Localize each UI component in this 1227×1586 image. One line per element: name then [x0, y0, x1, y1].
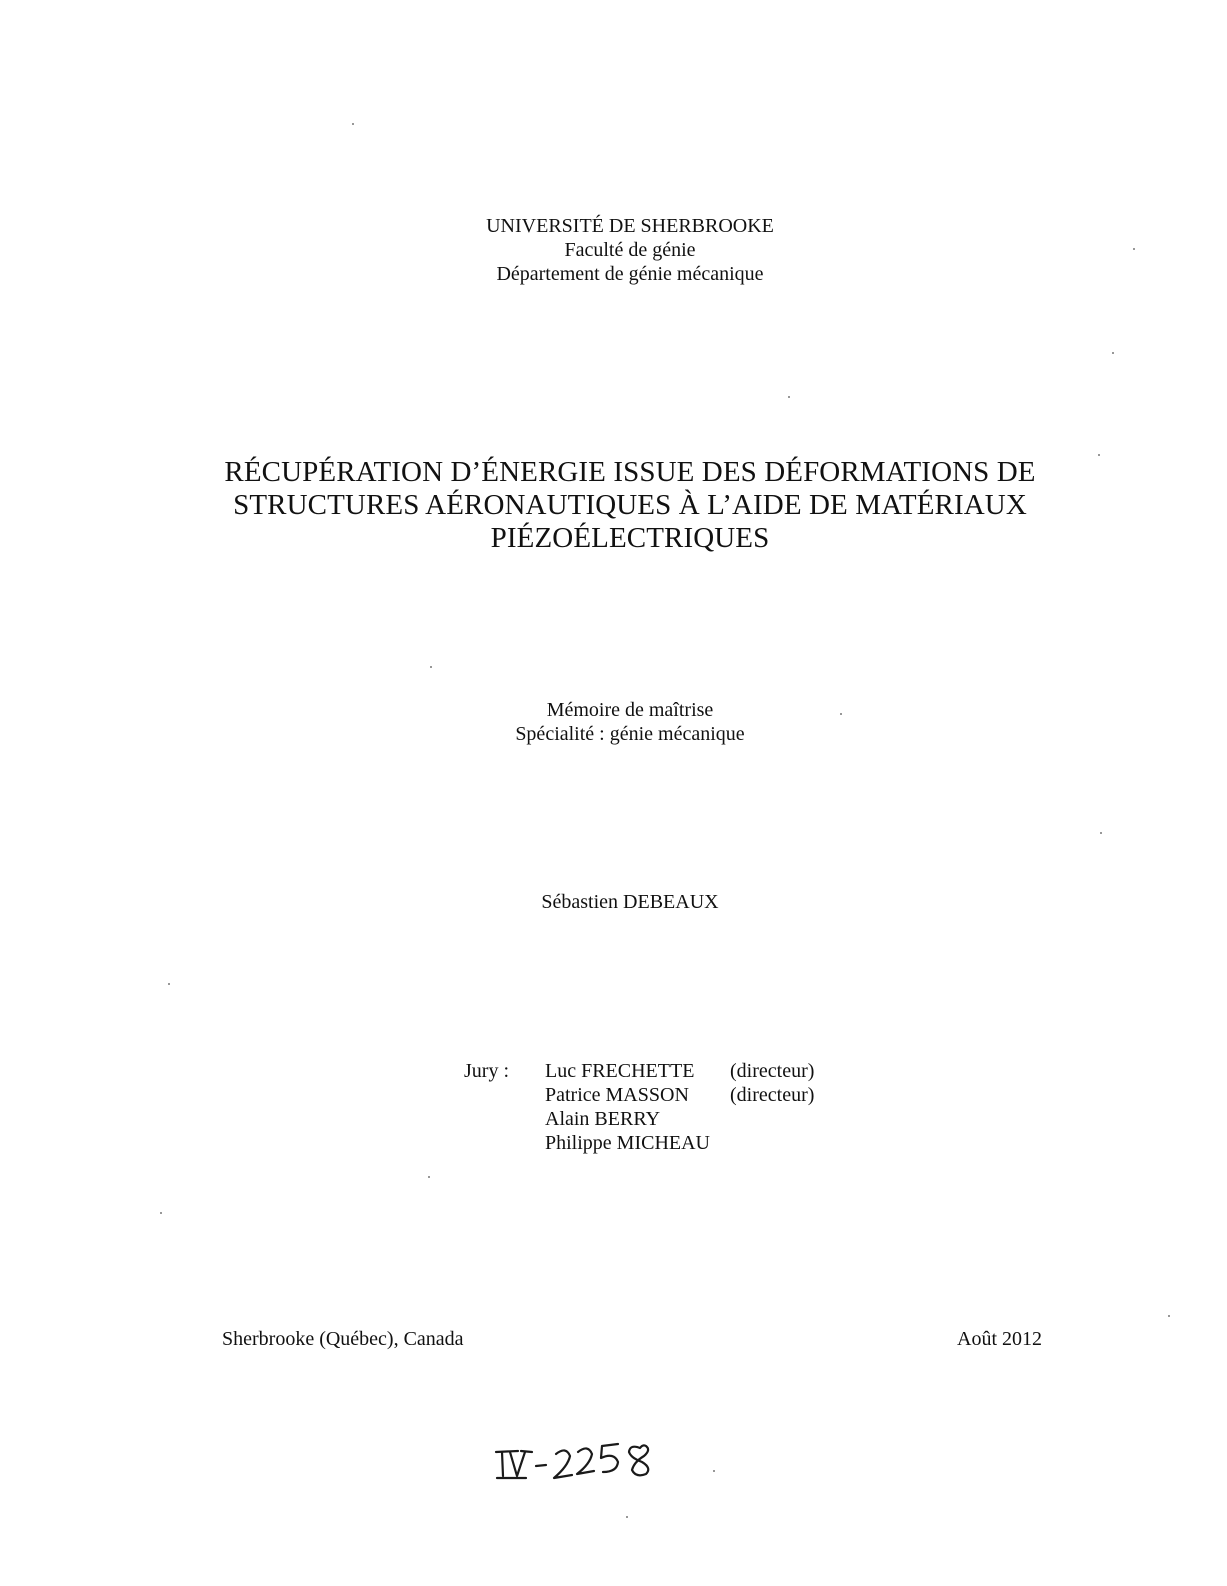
scan-speck	[788, 396, 790, 398]
faculty-name: Faculté de génie	[564, 239, 696, 261]
jury-member	[545, 1083, 814, 1107]
scan-speck	[1098, 454, 1100, 456]
jury-member	[545, 1131, 730, 1155]
degree-info	[430, 698, 830, 746]
scan-speck	[1112, 352, 1114, 354]
location-text: Sherbrooke (Québec), Canada	[222, 1328, 464, 1350]
scan-speck	[1168, 1315, 1170, 1317]
jury-member-role: (directeur)	[730, 1084, 815, 1106]
author-name: Sébastien DEBEAUX	[541, 891, 719, 913]
jury-member	[545, 1107, 730, 1131]
degree-specialty: Spécialité : génie mécanique	[515, 723, 745, 745]
jury-member-name: Alain BERRY	[545, 1108, 661, 1130]
scan-speck	[430, 666, 432, 668]
scan-speck	[352, 123, 354, 125]
scan-speck	[428, 1176, 430, 1178]
department-name: Département de génie mécanique	[496, 263, 764, 285]
scan-speck	[626, 1516, 628, 1518]
thesis-title-line-2: STRUCTURES AÉRONAUTIQUES À L’AIDE DE MATÉRIAUX	[233, 489, 1027, 521]
scan-speck	[840, 713, 842, 715]
jury-member	[545, 1059, 814, 1083]
jury-member-role: (directeur)	[730, 1060, 815, 1082]
thesis-title-line-3: PIÉZOÉLECTRIQUES	[490, 522, 770, 554]
jury-member-name: Luc FRECHETTE	[545, 1060, 695, 1082]
handwritten-catalog-mark	[488, 1438, 678, 1498]
scan-speck	[1100, 832, 1102, 834]
scan-speck	[1133, 248, 1135, 250]
scan-speck	[713, 1470, 715, 1472]
degree-type: Mémoire de maîtrise	[546, 699, 714, 721]
university-name: UNIVERSITÉ DE SHERBROOKE	[486, 215, 774, 237]
jury-member-name: Philippe MICHEAU	[545, 1132, 710, 1154]
jury-member-name: Patrice MASSON	[545, 1084, 689, 1106]
scan-speck	[168, 983, 170, 985]
date-text: Août 2012	[957, 1328, 1042, 1350]
scan-speck	[160, 1212, 162, 1214]
jury-label: Jury :	[464, 1060, 509, 1082]
thesis-title	[180, 456, 1080, 555]
institution-header	[380, 214, 880, 286]
thesis-title-line-1: RÉCUPÉRATION D’ÉNERGIE ISSUE DES DÉFORMATIONS DE	[224, 456, 1036, 488]
